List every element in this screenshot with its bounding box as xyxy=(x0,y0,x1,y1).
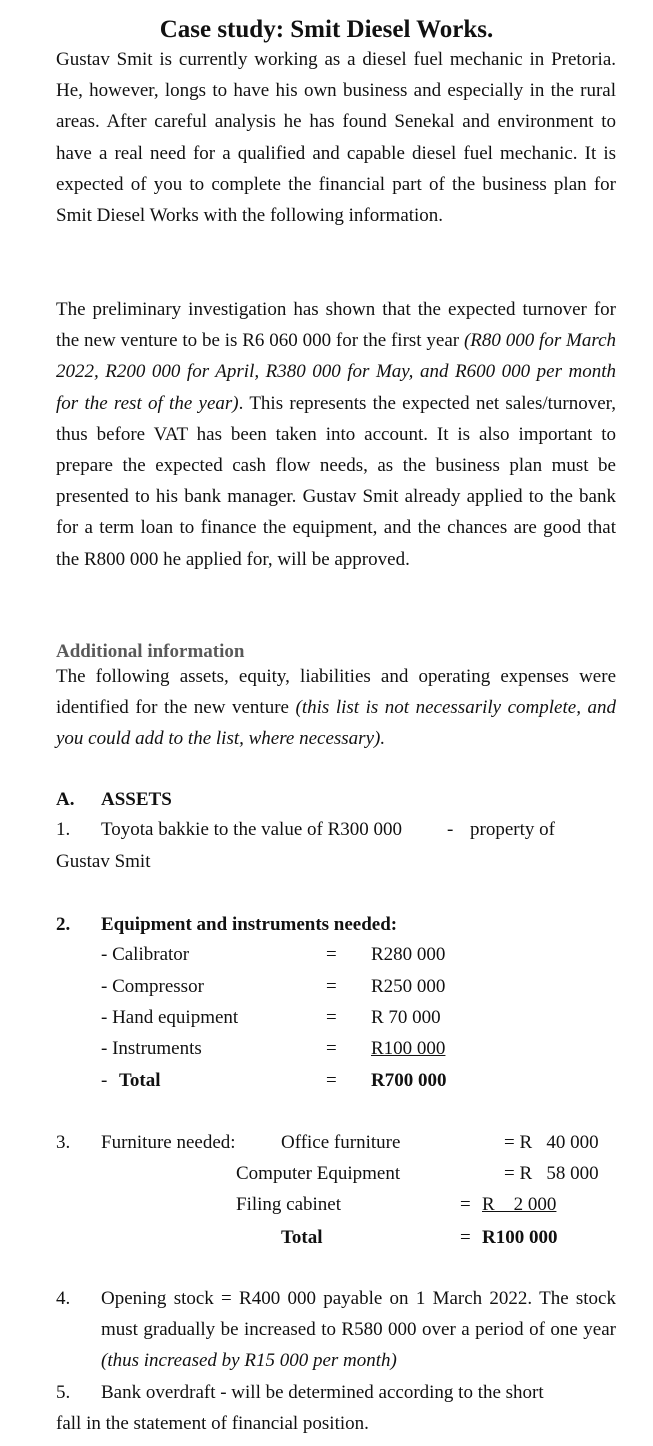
additional-info-note: (this list is not necessarily complete, and you could add to the list, where necessary). xyxy=(56,697,616,750)
equipment-total-label: Total xyxy=(119,1070,161,1091)
item-5-line-2: fall in the statement of financial position. xyxy=(56,1413,369,1434)
item-5-number: 5. xyxy=(56,1382,71,1403)
intro-paragraph: Gustav Smit is currently working as a diesel fuel mechanic in Pretoria. He, however, longs to have his own business and especially in the rural areas. After careful analysis he has found Senekal and environment to have a real need for a qualified and capable diesel fuel mechanic. It is expected of you to complete the financial part of the business plan for Smit Diesel Works with the following information. xyxy=(56,49,616,227)
furniture-row-value: R 2 000 xyxy=(482,1194,557,1215)
equipment-row-value: R100 000 xyxy=(371,1038,446,1059)
equipment-row-label: - Calibrator xyxy=(101,944,190,965)
item-4-note: (thus increased by R15 000 per month) xyxy=(101,1350,397,1372)
furniture-row-value: = R 58 000 xyxy=(504,1163,599,1184)
furniture-row-equals: = xyxy=(460,1194,471,1215)
equipment-total-dash: - xyxy=(101,1070,108,1091)
equipment-total-equals: = xyxy=(326,1070,337,1091)
equipment-row-label: - Instruments xyxy=(101,1038,202,1059)
equipment-row-value: R250 000 xyxy=(371,976,446,997)
equipment-row-value: R 70 000 xyxy=(371,1007,441,1028)
item-4-text: Opening stock = R400 000 payable on 1 March 2022. The stock must gradually be increased to R580 000 over a period of one year xyxy=(101,1288,616,1341)
item-1-text: Toyota bakkie to the value of R300 000 xyxy=(101,819,403,840)
furniture-total-label: Total xyxy=(281,1227,323,1248)
item-1-dash: - xyxy=(447,819,454,840)
section-a-letter: A. xyxy=(56,789,75,810)
equipment-row-equals: = xyxy=(326,1038,337,1059)
item-1-line-2: Gustav Smit xyxy=(56,851,151,872)
equipment-row-equals: = xyxy=(326,944,337,965)
item-4-number: 4. xyxy=(56,1288,71,1309)
furniture-row-value: = R 40 000 xyxy=(504,1132,599,1153)
equipment-row-value: R280 000 xyxy=(371,944,446,965)
additional-info-paragraph xyxy=(56,661,616,755)
item-1-number: 1. xyxy=(56,819,71,840)
equipment-row-equals: = xyxy=(326,976,337,997)
turnover-text: The preliminary investigation has shown that the expected turnover for the new venture to be is R6 060 000 for the first year xyxy=(56,299,616,352)
equipment-row-label: - Compressor xyxy=(101,976,204,997)
page-title: Case study: Smit Diesel Works. xyxy=(159,16,494,43)
item-3-number: 3. xyxy=(56,1132,71,1153)
additional-info-heading: Additional information xyxy=(56,641,245,662)
turnover-monthly-breakdown: (R80 000 for March 2022, R200 000 for April, R380 000 for May, and R600 000 per month for the rest of the year) xyxy=(56,330,617,414)
furniture-total-equals: = xyxy=(460,1227,471,1248)
equipment-row-label: - Hand equipment xyxy=(101,1007,239,1028)
furniture-row-label: Filing cabinet xyxy=(236,1194,342,1215)
furniture-total-value: R100 000 xyxy=(482,1227,558,1248)
item-2-number: 2. xyxy=(56,914,71,935)
item-4-paragraph xyxy=(101,1283,616,1377)
section-a-heading: ASSETS xyxy=(101,789,172,810)
item-5-text: Bank overdraft - will be determined according to the short xyxy=(101,1382,544,1403)
turnover-text-continued: . This represents the expected net sales/turnover, thus before VAT has been taken into account. It is also important to prepare the expected cash flow needs, as the business plan must be presented to his bank manager. Gustav Smit already applied to the bank for a term loan to finance the equipment, and the chances are good that the R800 000 he applied for, will be approved. xyxy=(56,392,616,570)
furniture-row-label: Computer Equipment xyxy=(236,1163,401,1184)
equipment-total-value: R700 000 xyxy=(371,1070,447,1091)
equipment-row-equals: = xyxy=(326,1007,337,1028)
additional-info-text: The following assets, equity, liabilities and operating expenses were identified for the new venture xyxy=(56,666,616,719)
item-1-suffix: property of xyxy=(470,819,555,840)
furniture-row-label: Office furniture xyxy=(281,1132,401,1153)
turnover-paragraph xyxy=(56,294,616,575)
item-3-label: Furniture needed: xyxy=(101,1132,236,1153)
item-2-heading: Equipment and instruments needed: xyxy=(101,914,398,935)
